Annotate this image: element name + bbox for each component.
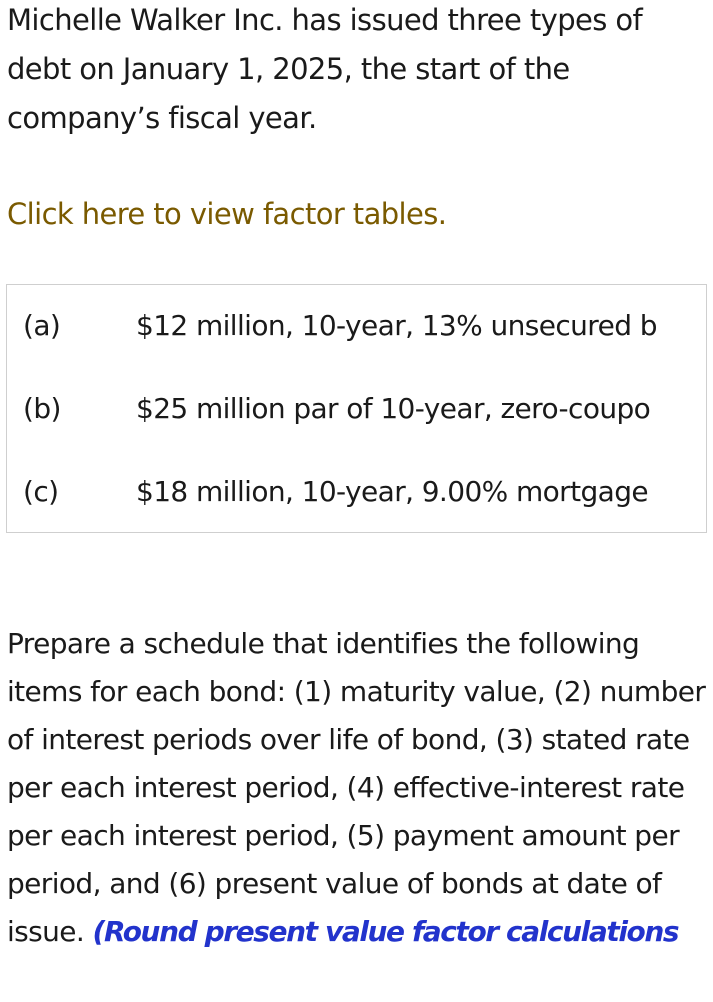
instructions-paragraph <box>7 620 707 956</box>
instructions-text: Prepare a schedule that identifies the following items for each bond: (1) maturity value, (2) number of interest periods over life of bond, (3) stated rate per each interest period, (4) effective-interest rate per each interest period, (5) payment amount per period, and (6) present value of bonds at date of issue. <box>7 627 706 948</box>
debt-letter: (a) <box>23 309 61 342</box>
debt-item-a <box>7 306 706 346</box>
debt-item-c <box>7 472 706 512</box>
debt-description: $25 million par of 10-year, zero-coupo <box>136 392 651 425</box>
factor-tables-link[interactable]: Click here to view factor tables. <box>7 197 447 231</box>
rounding-note: (Round present value factor calculations <box>92 915 679 948</box>
debt-description: $12 million, 10-year, 13% unsecured b <box>136 309 657 342</box>
debt-letter: (c) <box>23 475 59 508</box>
debt-item-b <box>7 389 706 429</box>
debt-list <box>6 284 707 533</box>
problem-intro: Michelle Walker Inc. has issued three types of debt on January 1, 2025, the start of the company’s fiscal year. <box>7 3 643 135</box>
debt-letter: (b) <box>23 392 61 425</box>
debt-description: $18 million, 10-year, 9.00% mortgage <box>136 475 648 508</box>
